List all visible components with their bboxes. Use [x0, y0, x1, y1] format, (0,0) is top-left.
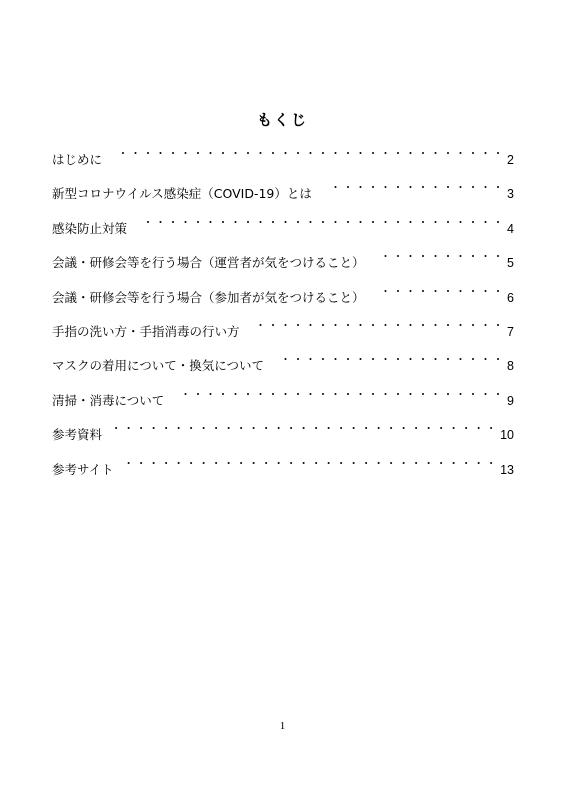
toc-entry-covid19 [52, 178, 514, 212]
toc-entry-page: 8 [507, 359, 514, 374]
toc-entry-label: 会議・研修会等を行う場合（運営者が気をつけること） [52, 255, 365, 271]
dot-leader [276, 350, 505, 370]
toc-entry-page: 2 [507, 153, 514, 167]
toc-entry-label: 新型コロナウイルス感染症（COVID-19）とは [52, 186, 312, 202]
toc-entry-mask-ventilation [52, 350, 514, 384]
toc-entry-label: 参考サイト [52, 461, 114, 477]
toc-entry-meeting-participant [52, 282, 514, 316]
toc-entry-prevention [52, 213, 514, 247]
dot-leader [377, 282, 506, 302]
toc-entry-page: 13 [500, 462, 514, 477]
toc-entry-page: 5 [507, 256, 514, 271]
toc-entry-page: 10 [500, 428, 514, 443]
dot-leader [114, 419, 498, 439]
toc-entry-label: 会議・研修会等を行う場合（参加者が気をつけること） [52, 289, 365, 305]
toc-entry-label: マスクの着用について・換気について [52, 358, 265, 374]
dot-leader [126, 454, 498, 474]
toc-entry-cleaning [52, 385, 514, 419]
toc-entry-page: 4 [507, 221, 514, 236]
toc-entry-page: 7 [507, 324, 514, 339]
toc-entry-websites [52, 454, 514, 488]
dot-leader [377, 247, 506, 267]
toc-entry-references [52, 419, 514, 453]
toc-entry-handwashing [52, 316, 514, 350]
toc-entry-label: 参考資料 [52, 427, 103, 443]
toc-entry-label: はじめに [52, 152, 103, 167]
dot-leader [252, 316, 506, 336]
toc-entry-label: 清掃・消毒について [52, 392, 165, 408]
toc-entry-introduction [52, 144, 514, 178]
dot-leader [114, 144, 505, 164]
toc-entry-page: 3 [507, 187, 514, 202]
table-of-contents [52, 144, 514, 488]
page-title: もくじ [256, 111, 308, 129]
dot-leader [324, 178, 505, 198]
dot-leader [139, 213, 505, 233]
page-number: 1 [279, 720, 286, 732]
toc-entry-label: 手指の洗い方・手指消毒の行い方 [52, 323, 240, 339]
dot-leader [176, 385, 505, 405]
toc-entry-meeting-organizer [52, 247, 514, 281]
toc-entry-label: 感染防止対策 [52, 220, 128, 236]
toc-entry-page: 6 [507, 290, 514, 305]
toc-entry-page: 9 [507, 393, 514, 408]
